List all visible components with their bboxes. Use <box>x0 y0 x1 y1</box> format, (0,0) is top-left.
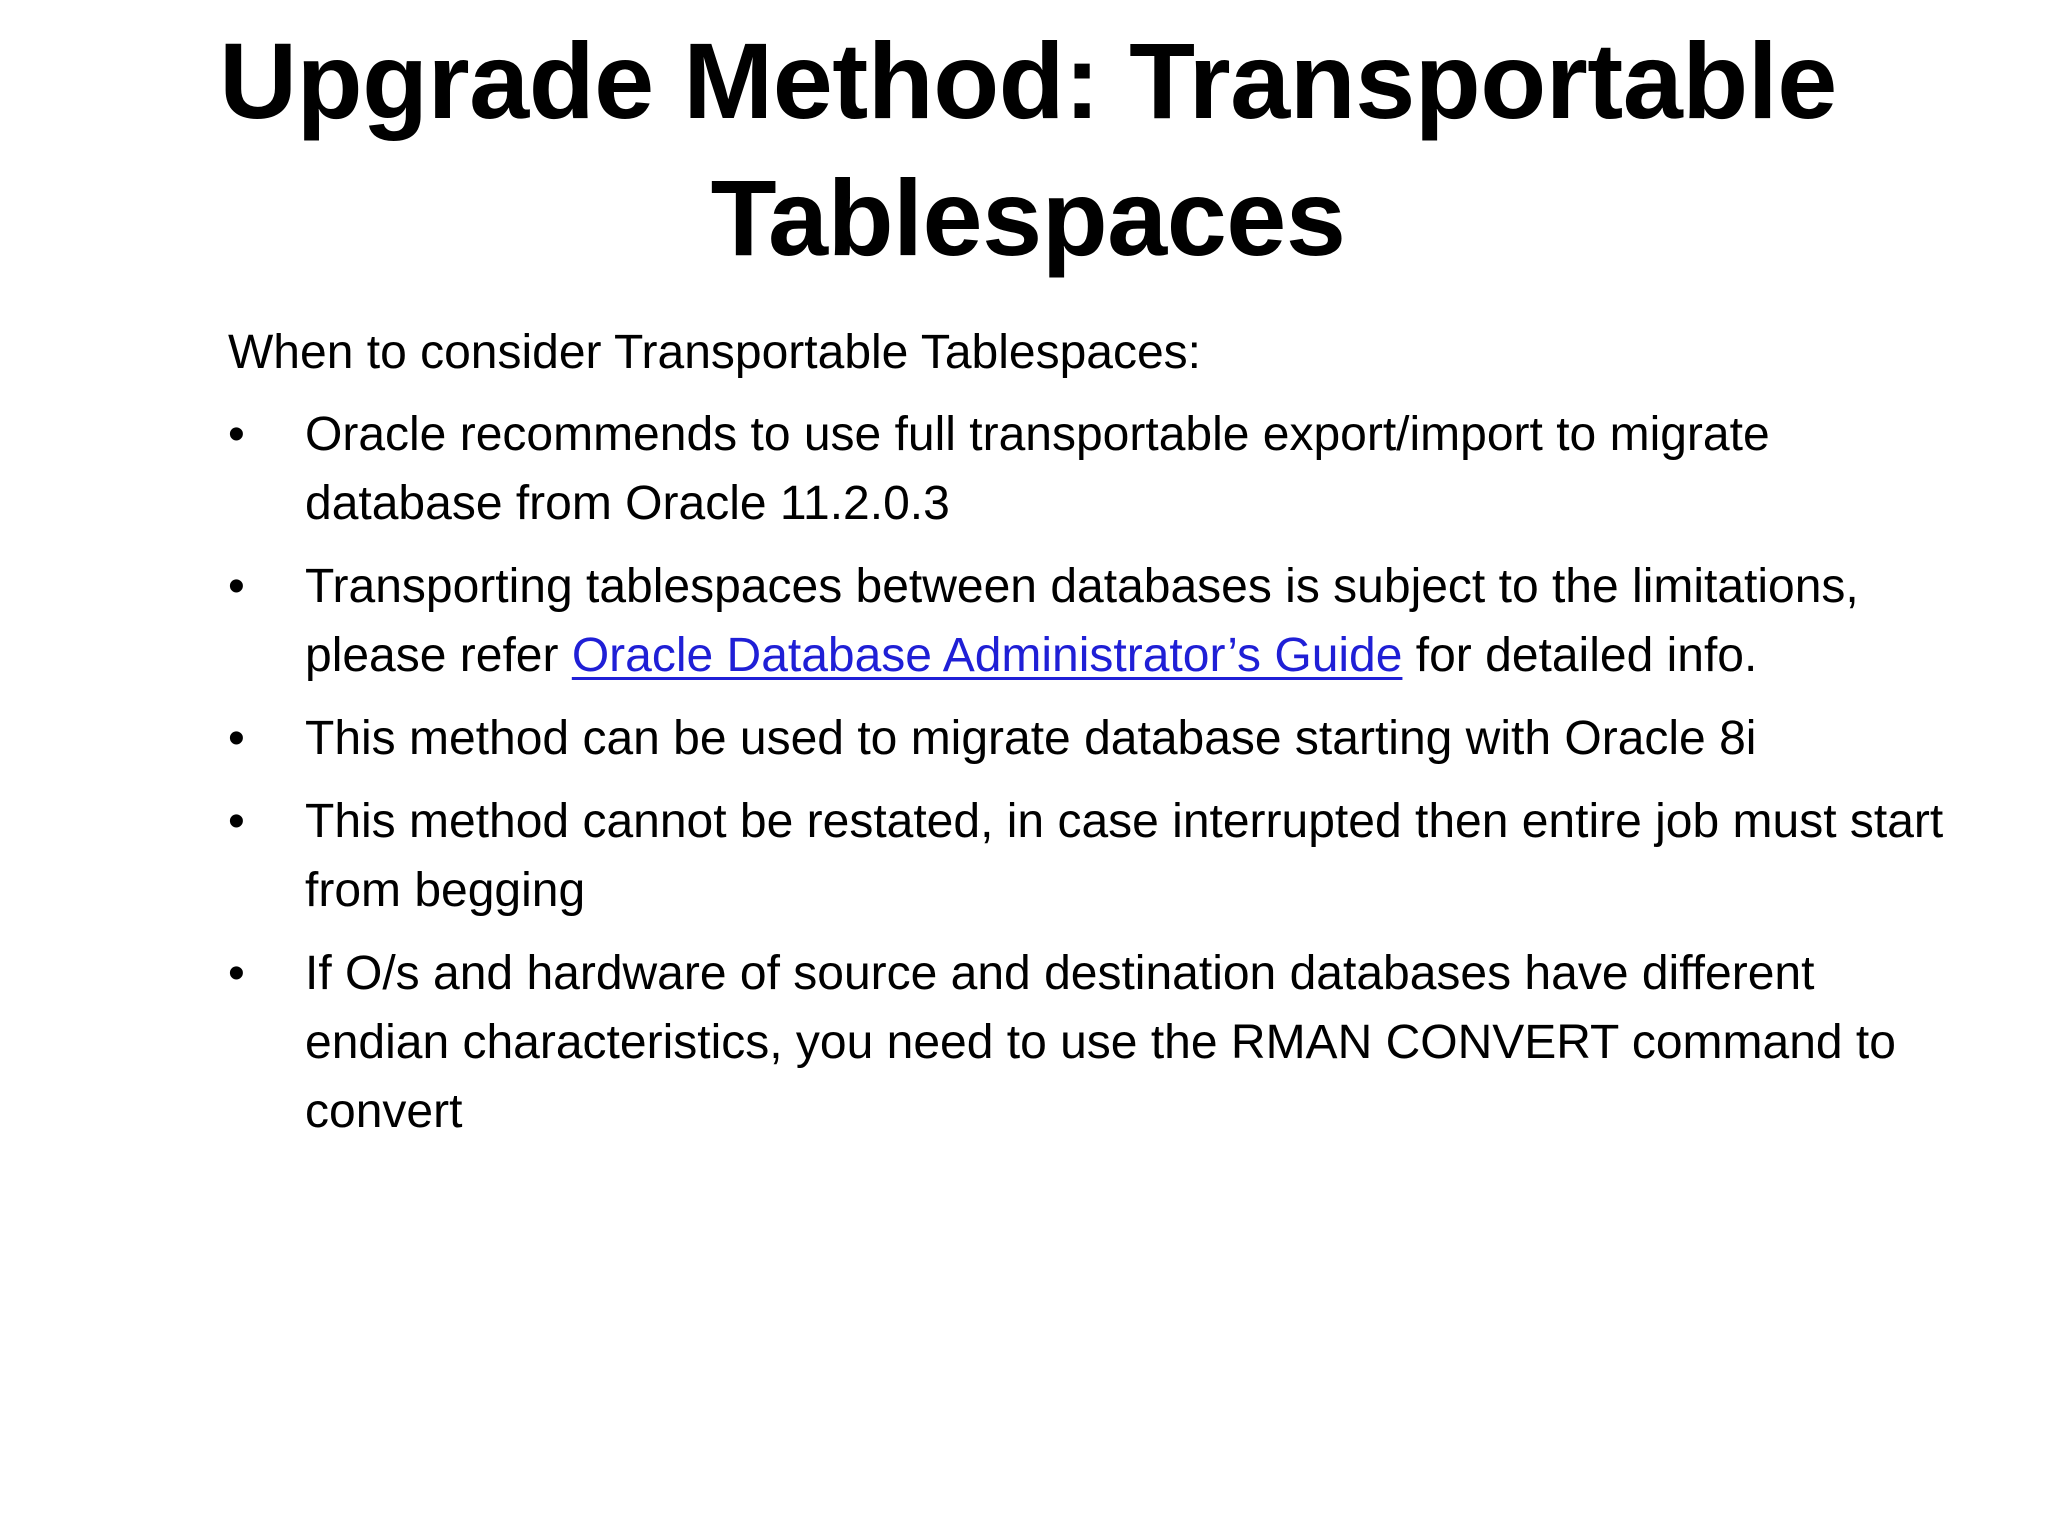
bullet-list <box>228 400 1948 1146</box>
bullet-icon: • <box>228 560 245 613</box>
bullet-item-limitations <box>228 552 1948 690</box>
bullet-text: Oracle recommends to use full transportable export/import to migrate database from Oracle 11.2.0.3 <box>305 408 1770 530</box>
slide-body <box>228 318 1948 1160</box>
slide-title <box>120 12 1936 286</box>
admin-guide-link[interactable]: Oracle Database Administrator’s Guide <box>571 629 1403 682</box>
slide-title-line-1: Upgrade Method: Transportable <box>219 20 1837 141</box>
intro-text: When to consider Transportable Tablespaces: <box>228 326 1202 379</box>
bullet-icon: • <box>228 712 245 765</box>
bullet-text: This method cannot be restated, in case interrupted then entire job must start from begging <box>305 795 1944 917</box>
bullet-icon: • <box>228 947 245 1000</box>
bullet-text: If O/s and hardware of source and destination databases have different endian characteristics, you need to use the RMAN CONVERT command to convert <box>305 947 1896 1138</box>
bullet-item-oracle-8i <box>228 704 1948 773</box>
slide-title-line-2: Tablespaces <box>710 157 1346 278</box>
bullet-icon: • <box>228 795 245 848</box>
bullet-text-after-link: for detailed info. <box>1402 629 1758 682</box>
bullet-text-before-link: Transporting tablespaces between databases is subject to the limitations, please refer <box>305 560 1859 682</box>
bullet-text: This method can be used to migrate database starting with Oracle 8i <box>305 712 1757 765</box>
bullet-item-endian-convert <box>228 939 1948 1146</box>
bullet-item-cannot-restart <box>228 787 1948 925</box>
bullet-item-full-transportable <box>228 400 1948 538</box>
bullet-icon: • <box>228 408 245 461</box>
